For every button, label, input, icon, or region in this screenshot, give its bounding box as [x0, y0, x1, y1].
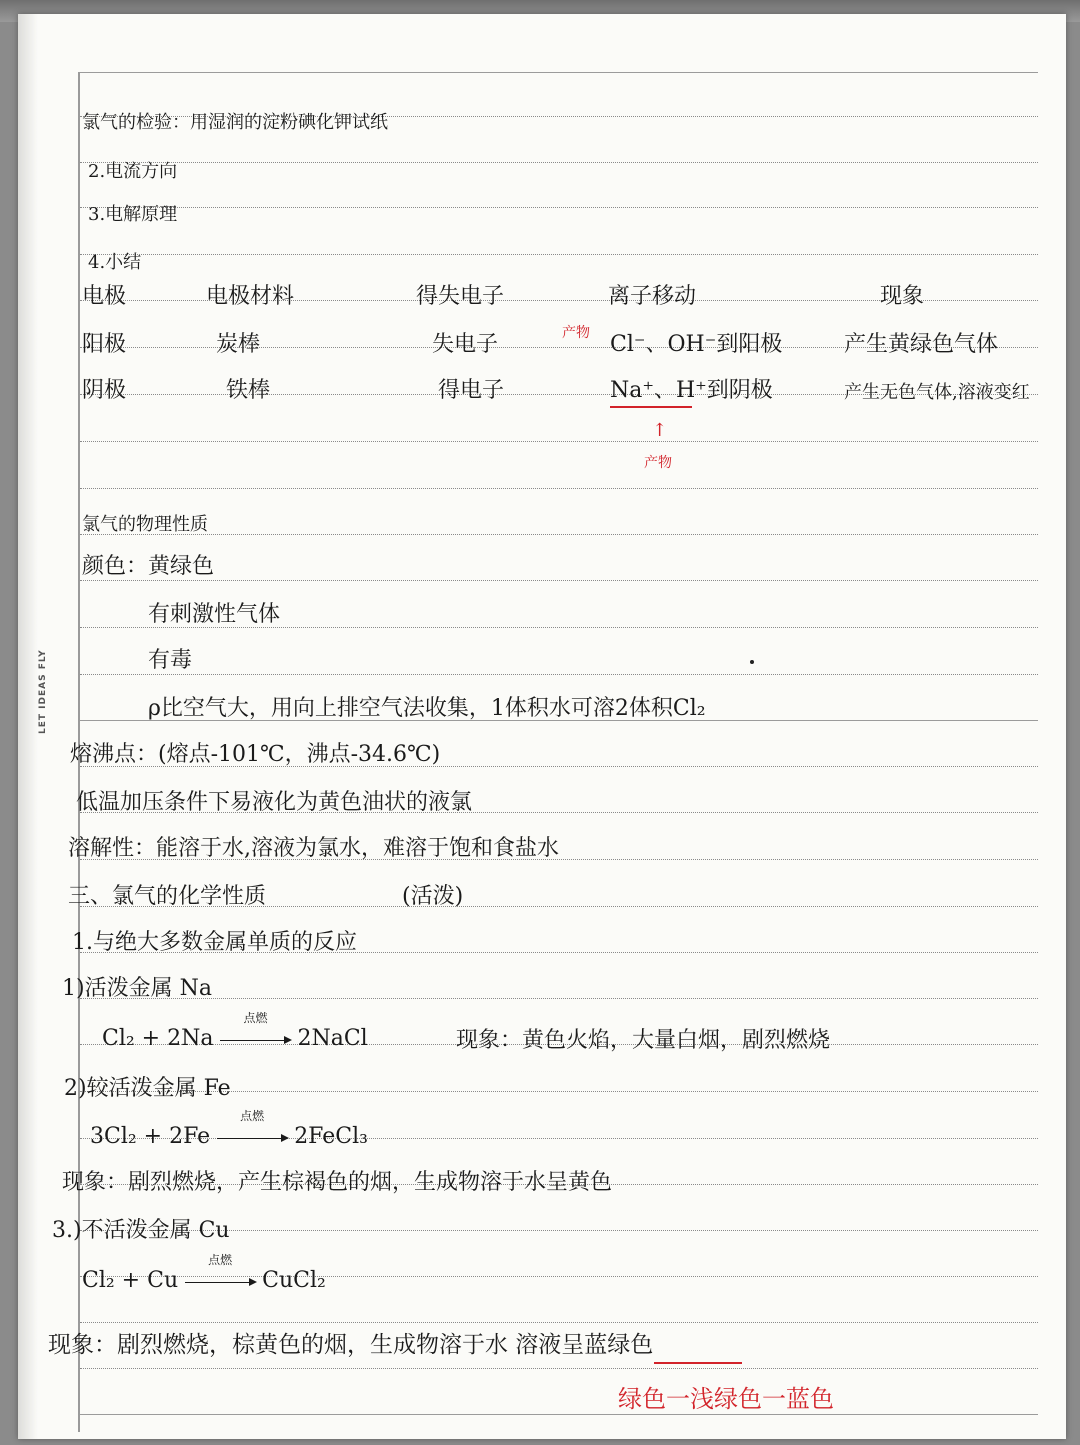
copper-observation: 现象：剧烈燃烧，棕黄色的烟，生成物溶于水 溶液呈蓝绿色 [48, 1332, 654, 1358]
copper-equation-rhs: CuCl₂ [262, 1268, 326, 1293]
reaction-condition: 点燃 [240, 1109, 265, 1123]
notebook-page [18, 14, 1066, 1439]
ruled-line [80, 488, 1038, 489]
ruled-line [80, 1322, 1038, 1323]
reaction-arrow [185, 1253, 255, 1294]
copper-equation [82, 1253, 326, 1294]
ion-underline-red [610, 406, 692, 408]
ruled-line [80, 207, 1038, 208]
sodium-observation: 现象：黄色火焰，大量白烟，剧烈燃烧 [456, 1028, 831, 1053]
sodium-equation-lhs: Cl₂ + 2Na [102, 1026, 214, 1051]
ink-dot [750, 660, 754, 664]
reaction-arrow [217, 1109, 287, 1150]
copper-equation-lhs: Cl₂ + Cu [82, 1268, 179, 1293]
sodium-equation [102, 1011, 368, 1052]
table-row-anode-electrode: 阳极 [82, 332, 127, 357]
table-row-cathode-ions: Na⁺、H⁺到阴极 [610, 378, 773, 403]
ruled-line [80, 1414, 1038, 1415]
page-binding-shadow [18, 14, 38, 1439]
table-row-anode-transfer: 失电子 [432, 332, 499, 357]
product-arrow-up: ↑ [652, 420, 668, 441]
solution-underline-red [654, 1362, 742, 1364]
reaction-arrow [220, 1011, 290, 1052]
ruled-line [80, 998, 1038, 999]
table-header-electron-transfer: 得失电子 [416, 284, 505, 309]
electrolysis-principle-heading: 3.电解原理 [88, 204, 178, 225]
ruled-line [80, 1368, 1038, 1369]
melting-boiling-points: 熔沸点：(熔点-101℃，沸点-34.6℃) [70, 742, 441, 767]
ruled-line [80, 72, 1038, 73]
copper-color-change-note: 绿色一浅绿色一蓝色 [618, 1385, 834, 1413]
chemical-properties-note: (活泼) [402, 884, 464, 909]
chemical-properties-title: 三、氯气的化学性质 [68, 884, 267, 909]
reaction-condition: 点燃 [208, 1253, 233, 1267]
iron-heading: 2)较活泼金属 Fe [64, 1076, 231, 1101]
metal-reaction-heading: 1.与绝大多数金属单质的反应 [72, 930, 357, 955]
table-row-anode-phenomenon: 产生黄绿色气体 [844, 332, 999, 357]
ruled-line [80, 441, 1038, 442]
copper-heading: 3.)不活泼金属 Cu [52, 1218, 230, 1243]
summary-heading: 4.小结 [88, 252, 142, 273]
table-row-cathode-transfer: 得电子 [438, 378, 505, 403]
table-row-anode-material: 炭棒 [216, 332, 261, 357]
table-row-cathode-electrode: 阴极 [82, 378, 127, 403]
ruled-line [80, 580, 1038, 581]
ruled-line [80, 534, 1038, 535]
toxicity-property: 有毒 [148, 648, 193, 673]
color-property: 颜色：黄绿色 [82, 554, 215, 579]
density-property: ρ比空气大，用向上排空气法收集，1体积水可溶2体积Cl₂ [148, 696, 706, 721]
iron-equation [90, 1109, 368, 1150]
iron-equation-rhs: 2FeCl₃ [294, 1124, 368, 1149]
sodium-equation-rhs: 2NaCl [297, 1026, 368, 1051]
table-header-phenomenon: 现象 [880, 284, 925, 309]
table-row-cathode-phenomenon: 产生无色气体,溶液变红 [844, 382, 1030, 403]
product-label-top: 产物 [562, 325, 590, 341]
chlorine-test-line: 氯气的检验：用湿润的淀粉碘化钾试纸 [82, 112, 388, 133]
ruled-line [80, 162, 1038, 163]
table-header-electrode: 电极 [82, 284, 127, 309]
liquefaction-property: 低温加压条件下易液化为黄色油状的液氯 [76, 790, 473, 815]
reaction-condition: 点燃 [243, 1011, 268, 1025]
iron-equation-lhs: 3Cl₂ + 2Fe [90, 1124, 211, 1149]
ruled-line [80, 674, 1038, 675]
current-direction-heading: 2.电流方向 [88, 161, 178, 182]
table-row-cathode-material: 铁棒 [226, 378, 271, 403]
solubility-property: 溶解性：能溶于水,溶液为氯水，难溶于饱和食盐水 [68, 836, 559, 861]
sodium-heading: 1)活泼金属 Na [62, 976, 212, 1001]
ruled-line [80, 254, 1038, 255]
table-header-material: 电极材料 [206, 284, 295, 309]
physical-properties-title: 氯气的物理性质 [82, 514, 208, 535]
table-header-ion-movement: 离子移动 [608, 284, 697, 309]
iron-observation: 现象：剧烈燃烧，产生棕褐色的烟，生成物溶于水呈黄色 [62, 1170, 613, 1195]
product-label-bottom: 产物 [644, 455, 672, 471]
odor-property: 有刺激性气体 [148, 602, 281, 627]
table-row-anode-ions: Cl⁻、OH⁻到阳极 [610, 332, 783, 357]
notebook-brand: LET IDEAS FLY [38, 649, 48, 734]
